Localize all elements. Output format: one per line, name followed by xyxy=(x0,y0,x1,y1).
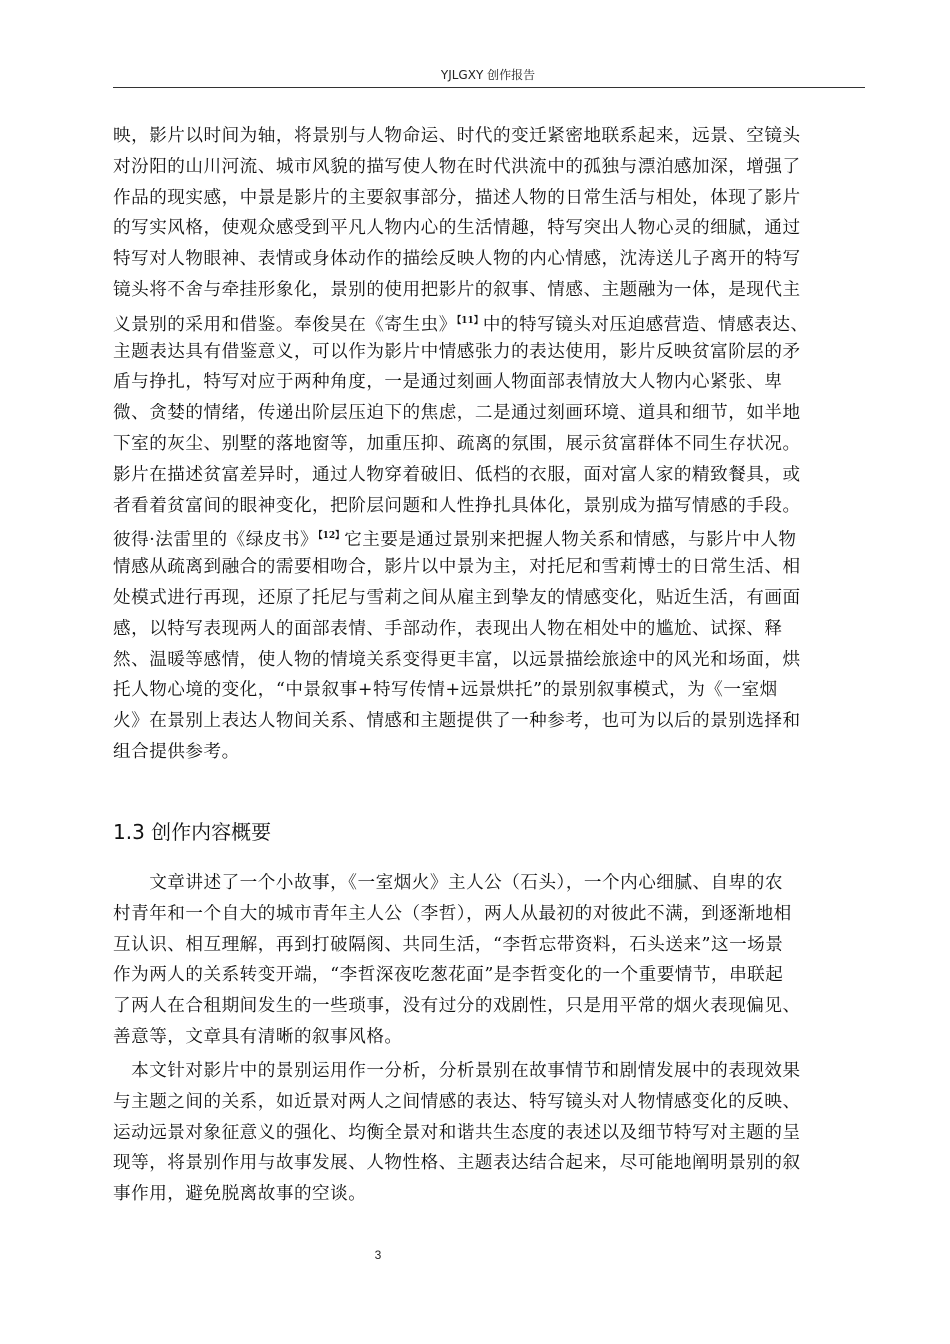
text-line: 作品的现实感，中景是影片的主要叙事部分，描述人物的日常生活与相处，体现了影片 xyxy=(113,187,801,208)
text-line: 本文针对影片中的景别运用作一分析，分析景别在故事情节和剧情发展中的表现效果 xyxy=(113,1061,801,1081)
text-segment: 义景别的采用和借鉴。奉俊昊在《寄生虫》 xyxy=(113,314,457,335)
body-paragraph-2 xyxy=(113,868,865,1053)
text-line: 然、温暖等感情，使人物的情境关系变得更丰富，以远景描绘旅途中的风光和场面，烘 xyxy=(113,649,801,670)
text-line xyxy=(113,521,865,552)
section-heading: 1.3 创作内容概要 xyxy=(113,820,272,844)
text-line: 事作用，避免脱离故事的空谈。 xyxy=(113,1184,367,1205)
text-line: 微、贪婪的情绪，传递出阶层压迫下的焦虑，二是通过刻画环境、道具和细节，如半地 xyxy=(113,403,801,424)
text-line: 文章讲述了一个小故事，《一室烟火》主人公（石头），一个内心细腻、自卑的农 xyxy=(113,873,783,893)
text-line: 与主题之间的关系，如近景对两人之间情感的表达、特写镜头对人物情感变化的反映、 xyxy=(113,1091,801,1112)
text-line: 运动远景对象征意义的强化、均衡全景对和谐共生态度的表述以及细节特写对主题的呈 xyxy=(113,1122,801,1143)
body-paragraph-3 xyxy=(113,1056,865,1210)
text-line: 镜头将不舍与牵挂形象化，景别的使用把影片的叙事、情感、主题融为一体，是现代主 xyxy=(113,279,801,300)
text-line xyxy=(113,306,865,337)
body-paragraph-1 xyxy=(113,121,865,768)
text-line: 现等，将景别作用与故事发展、人物性格、主题表达结合起来，尽可能地阐明景别的叙 xyxy=(113,1153,801,1174)
text-line: 情感从疏离到融合的需要相吻合，影片以中景为主，对托尼和雪莉博士的日常生活、相 xyxy=(113,557,801,578)
text-line: 了两人在合租期间发生的一些琐事，没有过分的戏剧性，只是用平常的烟火表现偏见、 xyxy=(113,996,801,1017)
text-line: 作为两人的关系转变开端，“李哲深夜吃葱花面”是李哲变化的一个重要情节，串联起 xyxy=(113,965,784,986)
text-line: 对汾阳的山川河流、城市风貌的描写使人物在时代洪流中的孤独与漂泊感加深，增强了 xyxy=(113,156,801,177)
citation-ref-12[interactable]: 【12】 xyxy=(318,531,345,542)
citation-ref-11[interactable]: 【11】 xyxy=(456,315,483,326)
text-line: 组合提供参考。 xyxy=(113,741,240,762)
text-line: 的写实风格，使观众感受到平凡人物内心的生活情趣，特写突出人物心灵的细腻，通过 xyxy=(113,218,801,239)
text-line: 者看着贫富间的眼神变化，把阶层问题和人性挣扎具体化，景别成为描写情感的手段。 xyxy=(113,495,801,516)
text-line: 火》在景别上表达人物间关系、情感和主题提供了一种参考，也可为以后的景别选择和 xyxy=(113,711,801,732)
text-line: 下室的灰尘、别墅的落地窗等，加重压抑、疏离的氛围，展示贫富群体不同生存状况。 xyxy=(113,433,801,454)
text-line: 盾与挣扎，特写对应于两种角度，一是通过刻画人物面部表情放大人物内心紧张、卑 xyxy=(113,372,783,393)
text-line: 映，影片以时间为轴，将景别与人物命运、时代的变迁紧密地联系起来，远景、空镜头 xyxy=(113,126,801,146)
text-line: 村青年和一个自大的城市青年主人公（李哲），两人从最初的对彼此不满，到逐渐地相 xyxy=(113,903,792,924)
text-segment: 它主要是通过景别来把握人物关系和情感，与影片中人物 xyxy=(344,530,797,551)
text-segment: 中的特写镜头对压迫感营造、情感表达、 xyxy=(482,314,809,335)
page-number: 3 xyxy=(374,1248,382,1262)
text-line: 影片在描述贫富差异时，通过人物穿着破旧、低档的衣服，面对富人家的精致餐具，或 xyxy=(113,464,801,485)
header-divider xyxy=(113,87,865,88)
text-line: 特写对人物眼神、表情或身体动作的描绘反映人物的内心情感，沈涛送儿子离开的特写 xyxy=(113,249,801,270)
text-line: 互认识、相互理解，再到打破隔阂、共同生活，“李哲忘带资料，石头送来”这一场景 xyxy=(113,934,784,955)
running-header: YJLGXY 创作报告 xyxy=(440,68,536,82)
text-line: 感，以特写表现两人的面部表情、手部动作，表现出人物在相处中的尴尬、试探、释 xyxy=(113,618,783,639)
text-line: 主题表达具有借鉴意义，可以作为影片中情感张力的表达使用，影片反映贫富阶层的矛 xyxy=(113,341,801,362)
text-line: 善意等，文章具有清晰的叙事风格。 xyxy=(113,1026,403,1047)
text-line: 托人物心境的变化，“中景叙事+特写传情+远景烘托”的景别叙事模式，为《一室烟 xyxy=(113,680,778,701)
text-line: 处模式进行再现，还原了托尼与雪莉之间从雇主到挚友的情感变化，贴近生活，有画面 xyxy=(113,587,801,608)
text-segment: 彼得·法雷里的《绿皮书》 xyxy=(113,530,319,551)
